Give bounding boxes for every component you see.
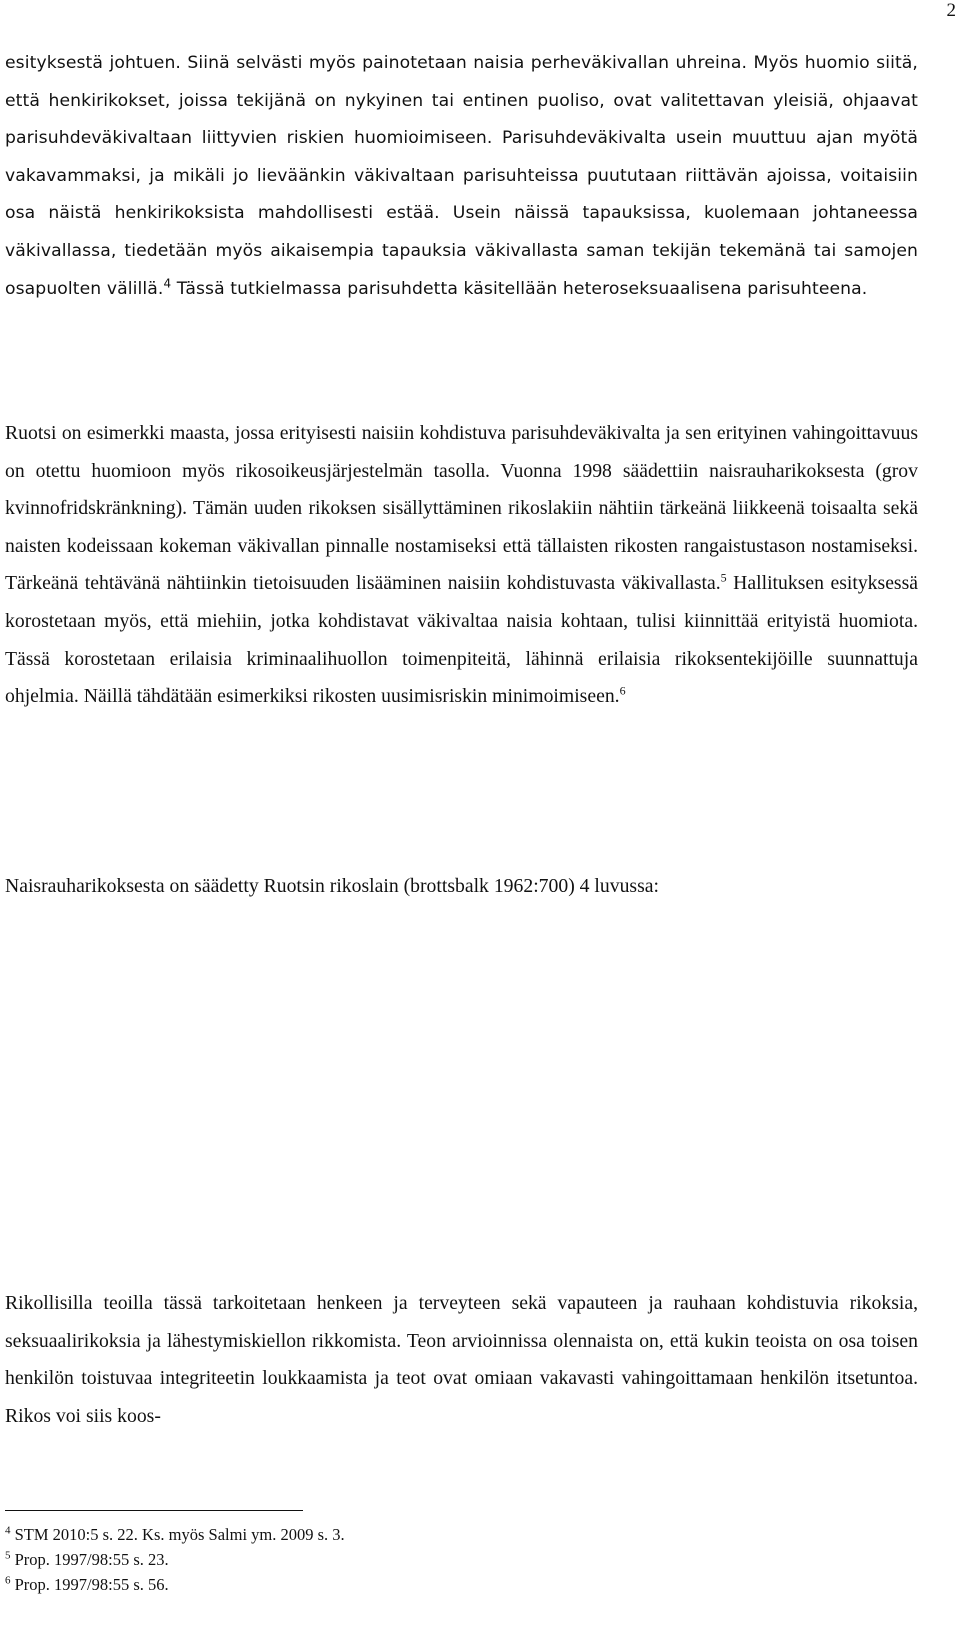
footnote-4 [5, 1522, 345, 1547]
footnote-text: STM 2010:5 s. 22. Ks. myös Salmi ym. 2009 s. 3. [10, 1525, 345, 1544]
paragraph-4: Rikollisilla teoilla tässä tarkoitetaan henkeen ja terveyteen sekä vapauteen ja rauhaan kohdistuvia rikoksia, seksuaalirikoksia ja lähestymiskiellon rikkomista. Teon arvioinnissa olennaista on, että kukin teoista on osa toisen henkilön toistuvaa integriteetin loukkaamista ja teot ovat omiaan vakavasti vahingoittamaan henkilön itsetuntoa. Rikos voi siis koos- [5, 1292, 918, 1427]
footnote-text: Prop. 1997/98:55 s. 23. [10, 1550, 169, 1569]
footnote-number: 4 [5, 1524, 11, 1537]
footnote-ref-4[interactable]: 4 [163, 275, 172, 290]
paragraph-2-mid: Hallituksen esityksessä korostetaan myös, että miehiin, jotka kohdistavat väkivaltaa naisia kohtaan, tulisi kiinnittää erityistä huomiota. Tässä korostetaan erilaisia kriminaalihuollon toimenpiteitä, lähinnä erilaisia rikoksentekijöille suunnattuja ohjelmia. Näillä tähdätään esimerkiksi rikosten uusimisriskin minimoimiseen. [5, 572, 918, 708]
footnote-number: 5 [5, 1549, 11, 1562]
paragraph-2-text: Ruotsi on esimerkki maasta, jossa erityisesti naisiin kohdistuva parisuhdeväkivalta ja sen erityinen vahingoittavuus on otettu huomioon myös rikosoikeusjärjestelmän tasolla. Vuonna 1998 säädettiin naisrauharikoksesta (grov kvinnofridskränkning). Tämän uuden rikoksen sisällyttäminen rikoslakiin nähtiin tärkeänä liikkeenä toisaalta sekä naisten kodeissaan kokeman väkivallan pinnalle nostamiseksi että tällaisten rikosten rangaistustason nostamiseksi. Tärkeänä tehtävänä nähtiinkin tietoisuuden lisääminen naisiin kohdistuvasta väkivallasta. [5, 422, 918, 595]
paragraph-3: Naisrauharikoksesta on säädetty Ruotsin rikoslain (brottsbalk 1962:700) 4 luvussa: [5, 875, 659, 897]
footnotes [5, 1522, 345, 1597]
footnote-ref-5[interactable]: 5 [720, 570, 727, 585]
footnote-separator [5, 1510, 303, 1511]
footnote-6 [5, 1572, 345, 1597]
paragraph-2 [5, 415, 918, 716]
paragraph-1-text: esityksestä johtuen. Siinä selvästi myös painotetaan naisia perheväkivallan uhreina. Myös huomio siitä, että henkirikokset, joissa tekijänä on nykyinen tai entinen puoliso, ovat valitettavan yleisiä, ohjaavat parisuhdeväkivaltaan liittyvien riskien huomioimiseen. Parisuhdeväkivalta usein muuttuu ajan myötä vakavammaksi, ja mikäli jo lieväänkin väkivaltaan parisuhteissa puututaan riittävän ajoissa, voitaisiin osa näistä henkirikoksista mahdollisesti estää. Usein näissä tapauksissa, kuolemaan johtaneessa väkivallassa, tiedetään myös aikaisempia tapauksia väkivallasta saman tekijän tekemänä tai samojen osapuolten välillä. [5, 53, 918, 299]
paragraph-1 [5, 45, 918, 308]
page-number: 2 [946, 0, 956, 21]
footnote-text: Prop. 1997/98:55 s. 56. [10, 1575, 169, 1594]
footnote-5 [5, 1547, 345, 1572]
footnote-number: 6 [5, 1574, 11, 1587]
footnote-ref-6[interactable]: 6 [619, 683, 626, 698]
paragraph-1-tail: Tässä tutkielmassa parisuhdetta käsitellään heteroseksuaalisena parisuhteena. [171, 278, 868, 299]
